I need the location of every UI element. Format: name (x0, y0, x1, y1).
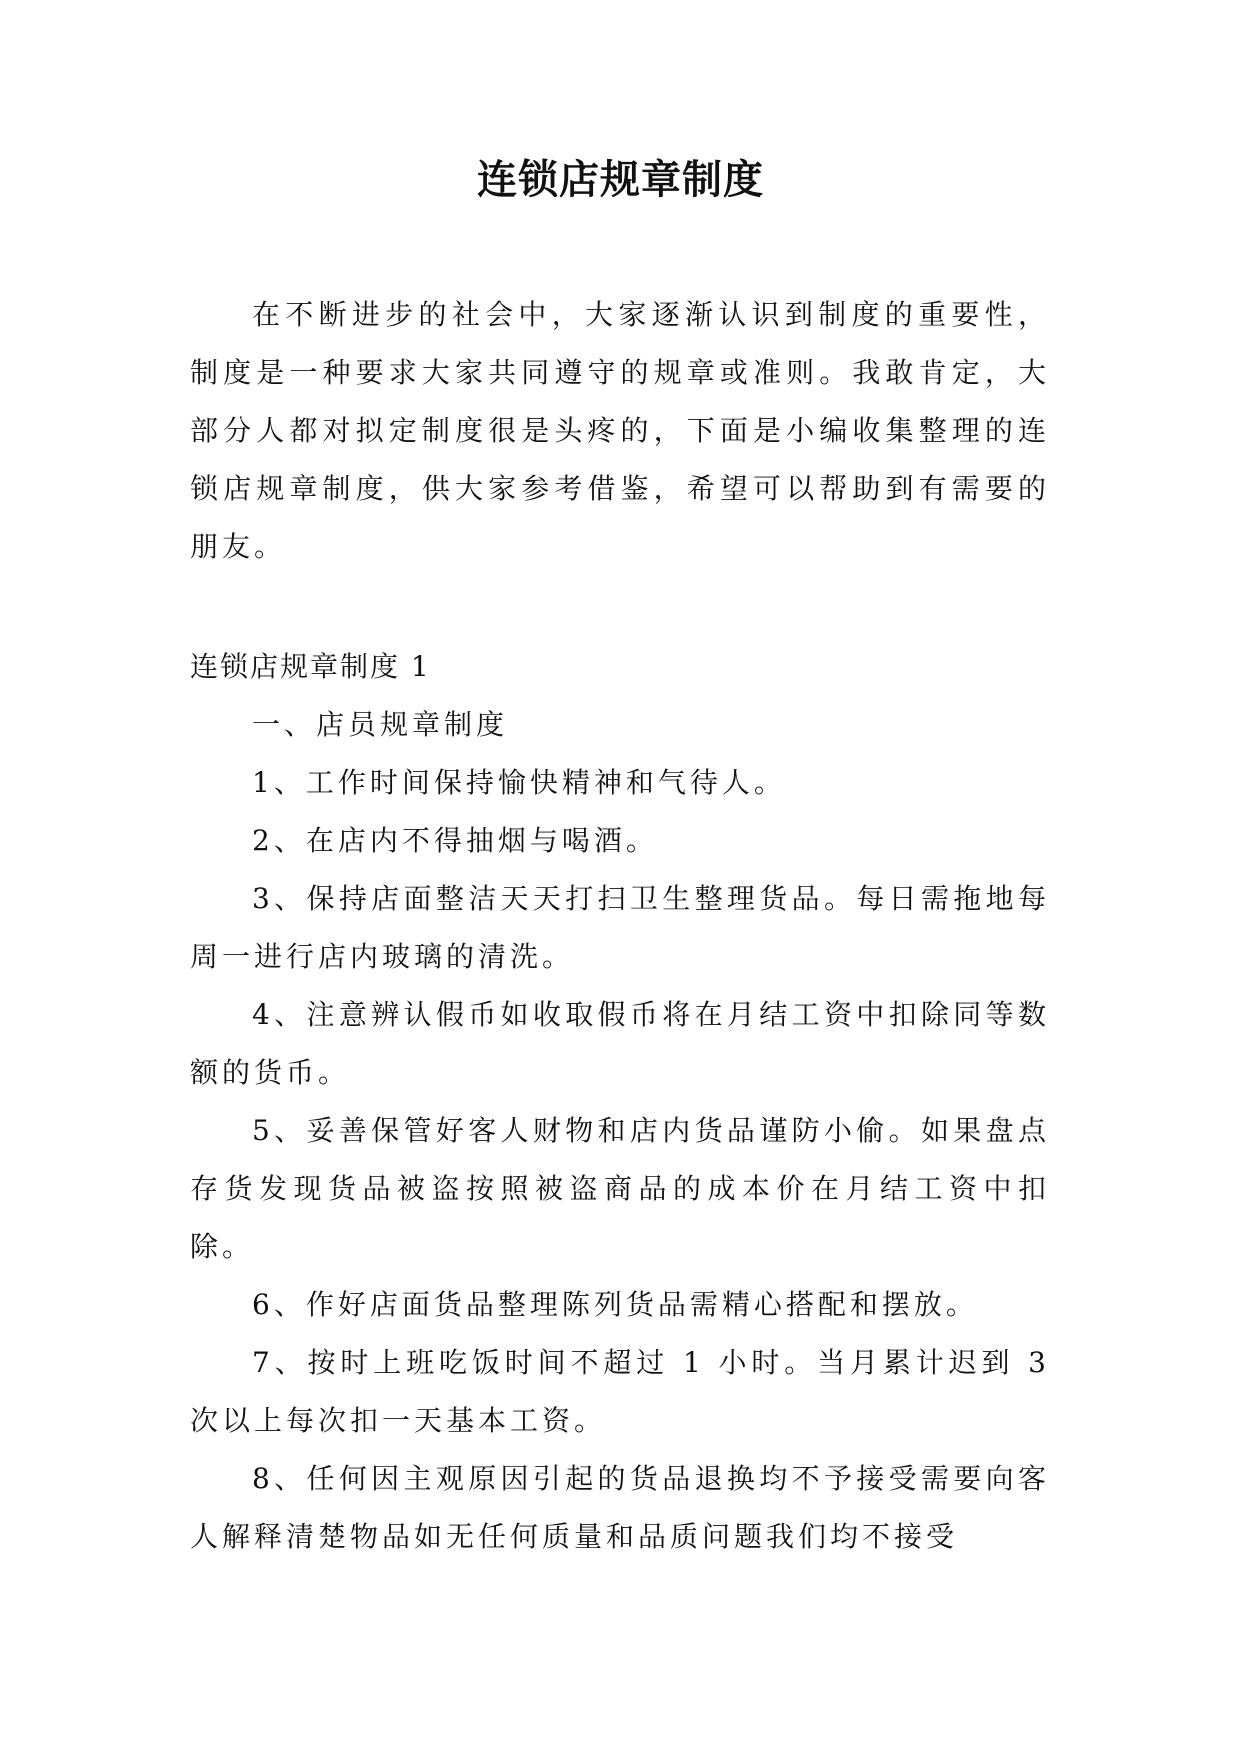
rule-item: 8、任何因主观原因引起的货品退换均不予接受需要向客人解释清楚物品如无任何质量和品质问题我们均不接受 (190, 1462, 1050, 1553)
rule-item: 2、在店内不得抽烟与喝酒。 (252, 824, 658, 857)
document-title: 连锁店规章制度 (477, 157, 764, 203)
rule-item: 5、妥善保管好客人财物和店内货品谨防小偷。如果盘点存货发现货品被盗按照被盗商品的成本价在月结工资中扣除。 (190, 1114, 1050, 1263)
rule-item: 3、保持店面整洁天天打扫卫生整理货品。每日需拖地每周一进行店内玻璃的清洗。 (190, 882, 1050, 973)
rules-list (190, 696, 1050, 1566)
section-heading: 连锁店规章制度 1 (190, 650, 431, 683)
rule-item: 7、按时上班吃饭时间不超过 1 小时。当月累计迟到 3 次以上每次扣一天基本工资。 (190, 1346, 1050, 1437)
intro-paragraph: 在不断进步的社会中，大家逐渐认识到制度的重要性，制度是一种要求大家共同遵守的规章或准则。我敢肯定，大部分人都对拟定制度很是头疼的，下面是小编收集整理的连锁店规章制度，供大家参考借鉴，希望可以帮助到有需要的朋友。 (190, 298, 1050, 563)
rule-item: 6、作好店面货品整理陈列货品需精心搭配和摆放。 (252, 1288, 978, 1321)
rule-item: 1、工作时间保持愉快精神和气待人。 (252, 766, 786, 799)
subsection-heading: 一、店员规章制度 (252, 708, 509, 741)
rule-item: 4、注意辨认假币如收取假币将在月结工资中扣除同等数额的货币。 (190, 998, 1050, 1089)
